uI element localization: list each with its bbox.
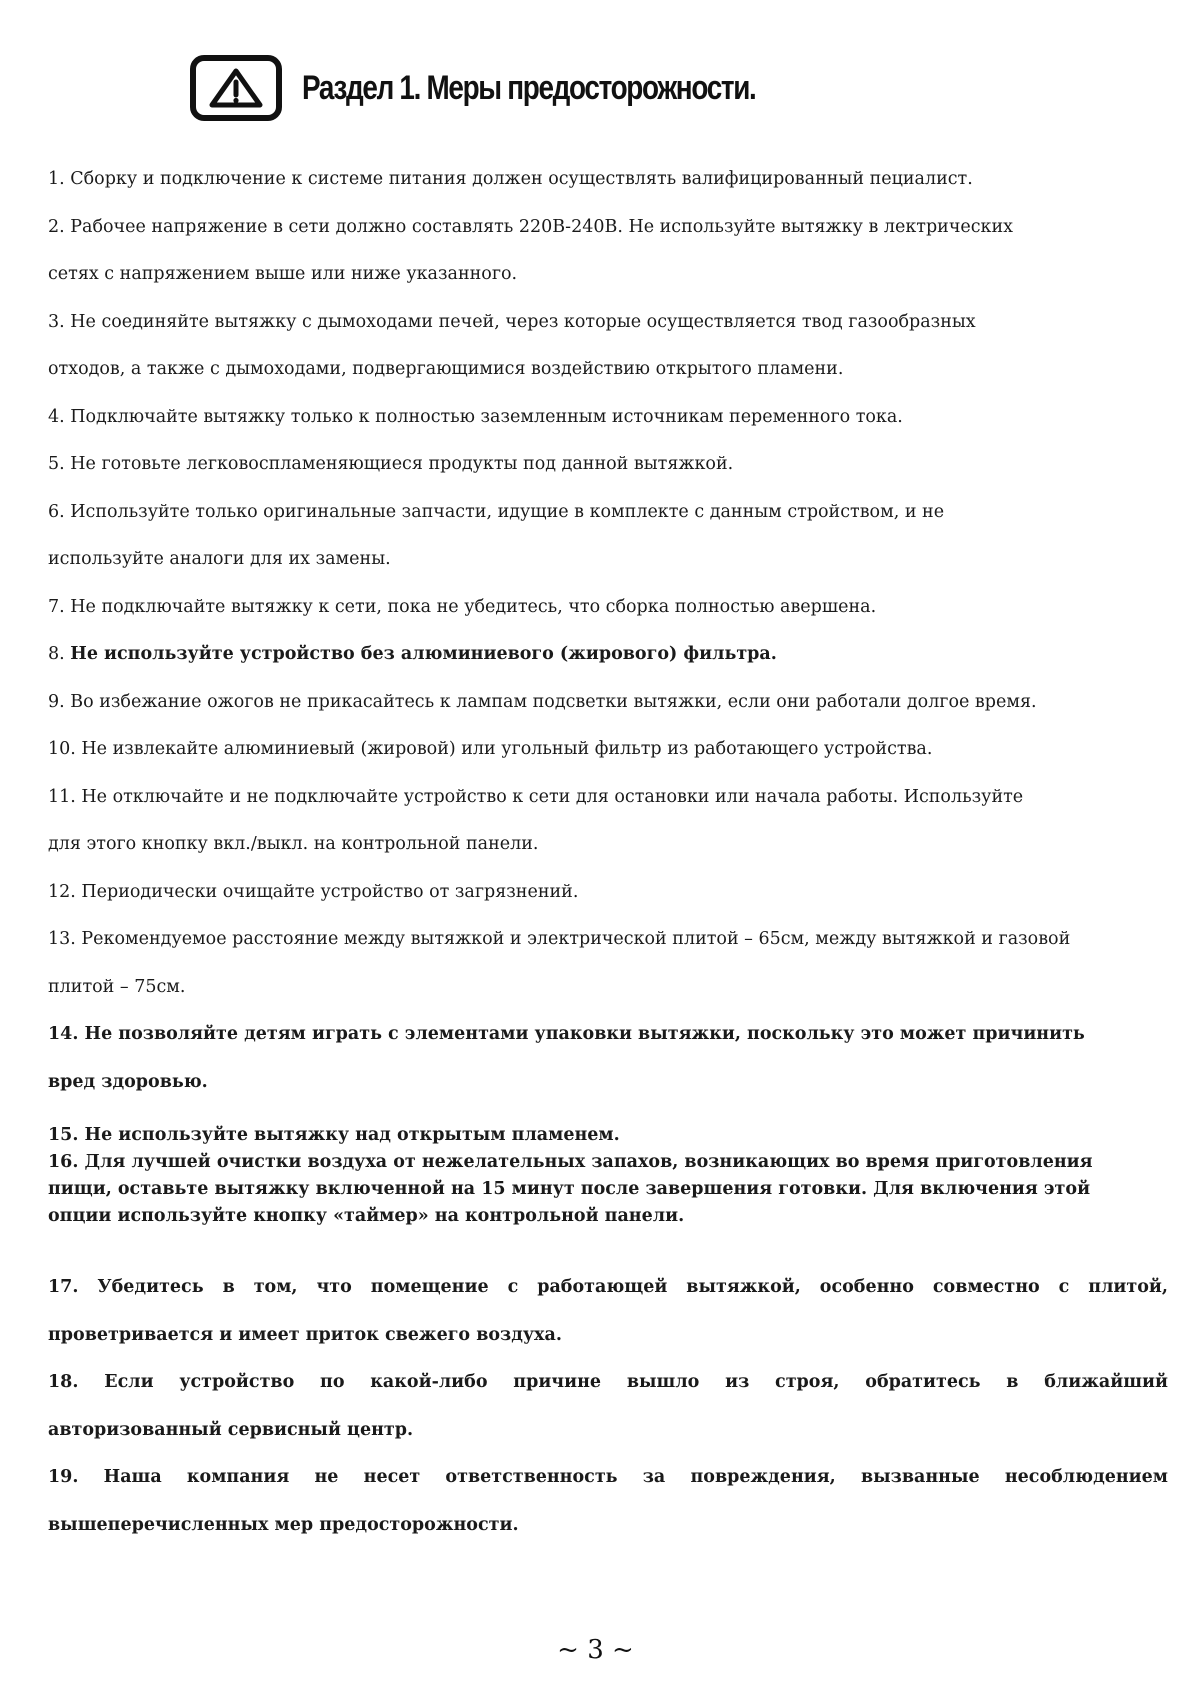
list-item-19-cont: вышеперечисленных мер предосторожности.: [48, 1514, 519, 1535]
list-item-6-cont: используйте аналоги для их замены.: [48, 549, 391, 569]
list-item-12: 12. Периодически очищайте устройство от загрязнений.: [48, 881, 579, 902]
list-item-7: 7. Не подключайте вытяжку к сети, пока не убедитесь, что сборка полностью авершена.: [48, 596, 877, 617]
list-item-16: 16. Для лучшей очистки воздуха от нежелательных запахов, возникающих во время приготовления: [48, 1152, 1093, 1172]
list-item-15: 15. Не используйте вытяжку над открытым пламенем.: [48, 1125, 620, 1145]
list-item-17: 17. Убедитесь в том, что помещение с работающей вытяжкой, особенно совместно с плитой,: [48, 1277, 1168, 1297]
list-item-8-text: Не используйте устройство без алюминиевого (жирового) фильтра.: [70, 644, 777, 664]
list-item-8: [48, 631, 1168, 679]
section-header: [190, 52, 855, 124]
list-item-3-cont: отходов, а также с дымоходами, подвергающимися воздействию открытого пламени.: [48, 359, 844, 379]
list-item-14-cont: вред здоровью.: [48, 1071, 208, 1092]
section-title: Раздел 1. Меры предосторожности.: [302, 68, 756, 107]
list-item-4: 4. Подключайте вытяжку только к полностью заземленным источникам переменного тока.: [48, 406, 903, 427]
list-item-13-cont: плитой – 75см.: [48, 976, 186, 997]
list-item-11: 11. Не отключайте и не подключайте устройство к сети для остановки или начала работы. Используйте: [48, 786, 1024, 807]
list-item-10: 10. Не извлекайте алюминиевый (жировой) или угольный фильтр из работающего устройства.: [48, 739, 933, 759]
page-number: ~ 3 ~: [557, 1635, 634, 1665]
list-item-1: 1. Сборку и подключение к системе питания должен осуществлять валифицированный пециалист.: [48, 169, 973, 189]
list-item-18: 18. Если устройство по какой-либо причине вышло из строя, обратитесь в ближайший: [48, 1372, 1168, 1392]
list-item-16-cont-2: опции используйте кнопку «таймер» на контрольной панели.: [48, 1206, 685, 1226]
list-item-2: 2. Рабочее напряжение в сети должно составлять 220В-240В. Не используйте вытяжку в лектрических: [48, 216, 1014, 237]
list-item-17-cont: проветривается и имеет приток свежего воздуха.: [48, 1324, 562, 1345]
list-item-8-number: 8.: [48, 644, 65, 664]
list-item-13: 13. Рекомендуемое расстояние между вытяжкой и электрической плитой – 65см, между вытяжкой и газовой: [48, 929, 1071, 949]
list-item-2-cont: сетях с напряжением выше или ниже указанного.: [48, 264, 518, 284]
list-item-6: 6. Используйте только оригинальные запчасти, идущие в комплекте с данным стройством, и не: [48, 501, 945, 522]
list-item-11-cont: для этого кнопку вкл./выкл. на контрольной панели.: [48, 834, 539, 854]
list-item-14: 14. Не позволяйте детям играть с элементами упаковки вытяжки, поскольку это может причинить: [48, 1024, 1085, 1044]
warning-triangle-icon: [190, 55, 282, 121]
list-item-3: 3. Не соединяйте вытяжку с дымоходами печей, через которые осуществляется твод газообразных: [48, 311, 976, 332]
list-item-16-cont-1: пищи, оставьте вытяжку включенной на 15 минут после завершения готовки. Для включения этой: [48, 1179, 1091, 1199]
list-item-5: 5. Не готовьте легковоспламеняющиеся продукты под данной вытяжкой.: [48, 454, 734, 474]
list-item-18-cont: авторизованный сервисный центр.: [48, 1419, 414, 1440]
list-item-9: 9. Во избежание ожогов не прикасайтесь к лампам подсветки вытяжки, если они работали долгое время.: [48, 691, 1037, 712]
list-item-19: 19. Наша компания не несет ответственность за повреждения, вызванные несоблюдением: [48, 1467, 1168, 1487]
precautions-list: [48, 156, 1168, 1549]
